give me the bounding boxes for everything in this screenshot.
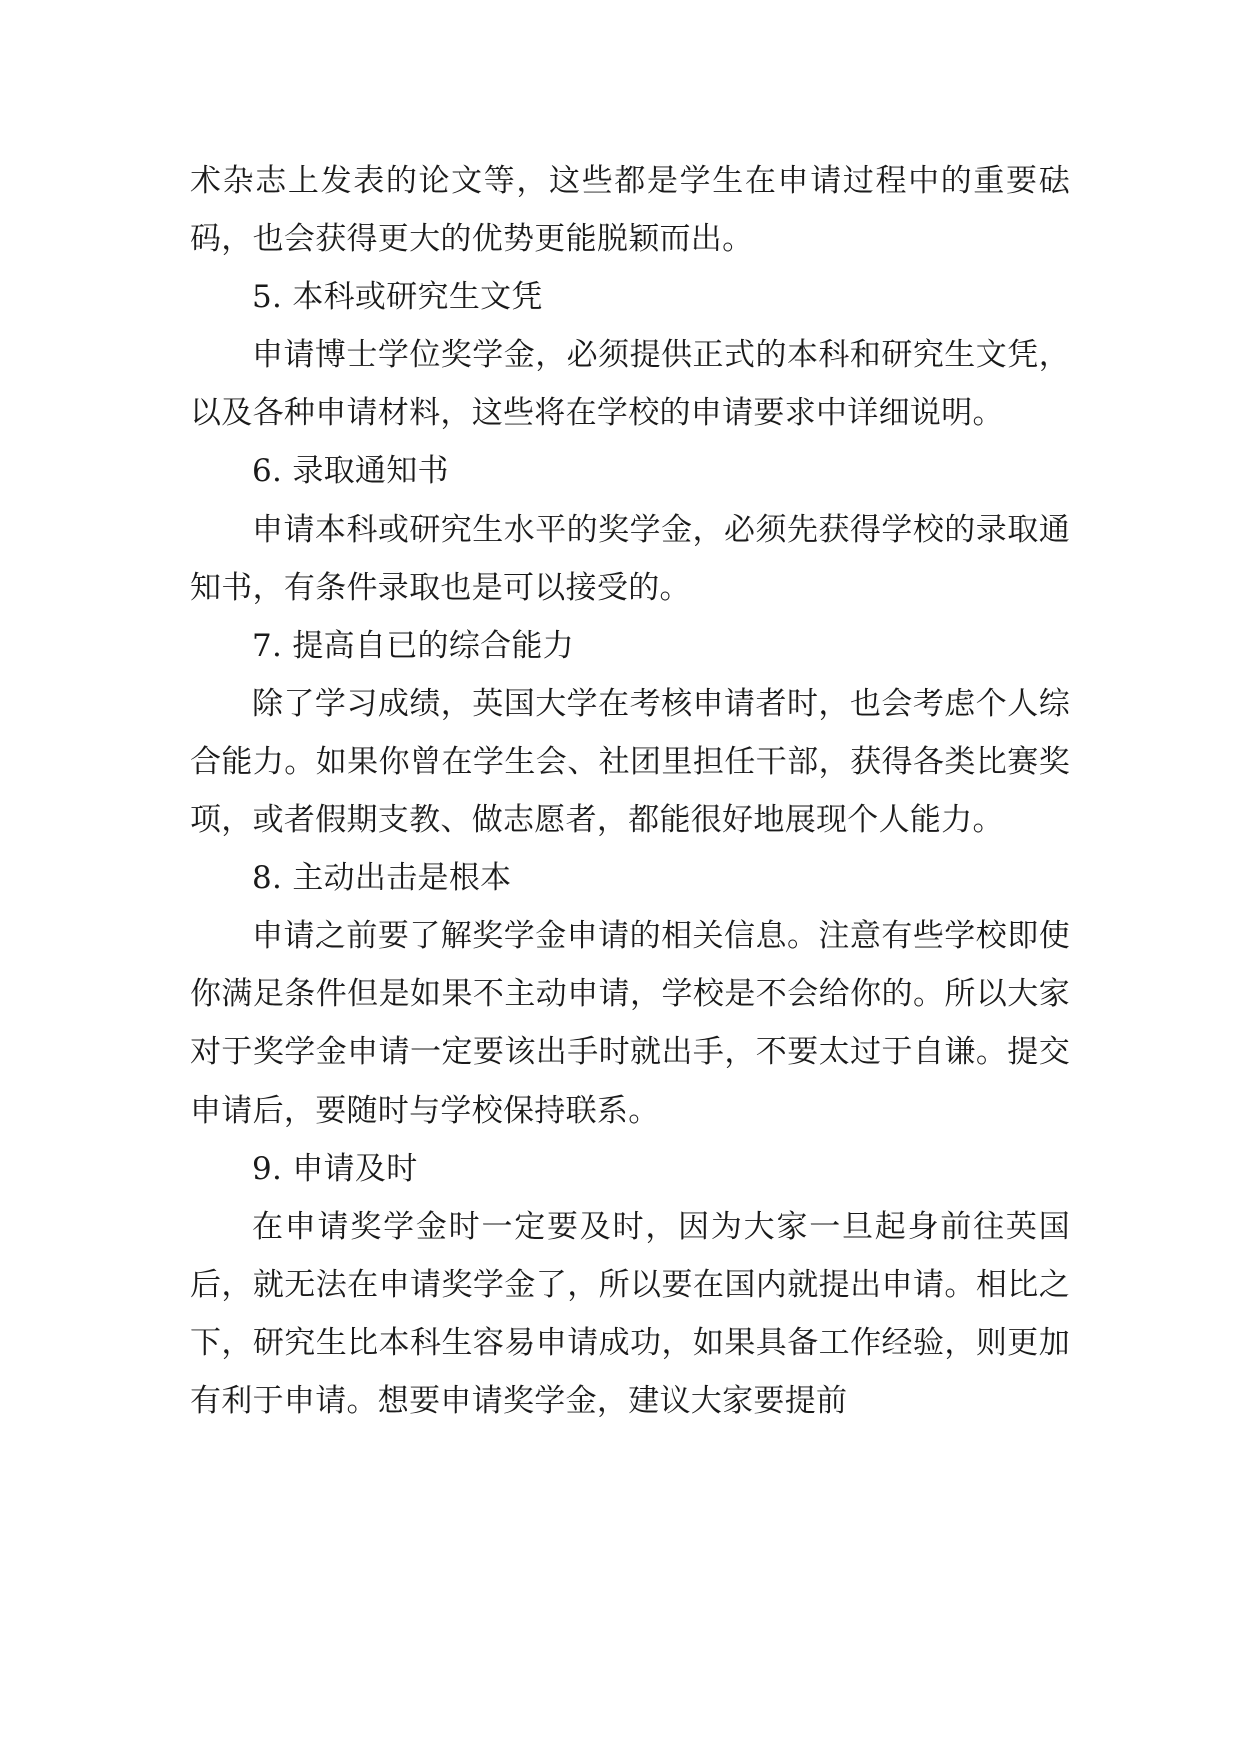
body-paragraph: 术杂志上发表的论文等，这些都是学生在申请过程中的重要砝码，也会获得更大的优势更能脱颖而出。: [190, 163, 1070, 258]
document-body: [190, 152, 1070, 1430]
body-paragraph: 申请本科或研究生水平的奖学金，必须先获得学校的录取通知书，有条件录取也是可以接受的。: [190, 511, 1070, 606]
section-heading-6: 6. 录取通知书: [252, 453, 449, 490]
body-paragraph: 申请博士学位奖学金，必须提供正式的本科和研究生文凭，以及各种申请材料，这些将在学校的申请要求中详细说明。: [190, 337, 1070, 432]
body-paragraph: 在申请奖学金时一定要及时，因为大家一旦起身前往英国后，就无法在申请奖学金了，所以要在国内就提出申请。相比之下，研究生比本科生容易申请成功，如果具备工作经验，则更加有利于申请。想要申请奖学金，建议大家要提前: [190, 1208, 1070, 1419]
section-heading-8: 8. 主动出击是根本: [252, 860, 512, 897]
section-heading-9: 9. 申请及时: [252, 1150, 418, 1187]
body-paragraph: 除了学习成绩，英国大学在考核申请者时，也会考虑个人综合能力。如果你曾在学生会、社团里担任干部，获得各类比赛奖项，或者假期支教、做志愿者，都能很好地展现个人能力。: [190, 685, 1070, 839]
section-heading-7: 7. 提高自已的综合能力: [252, 627, 575, 664]
section-heading-5: 5. 本科或研究生文凭: [252, 279, 543, 316]
body-paragraph: 申请之前要了解奖学金申请的相关信息。注意有些学校即使你满足条件但是如果不主动申请，学校是不会给你的。所以大家对于奖学金申请一定要该出手时就出手，不要太过于自谦。提交申请后，要随时与学校保持联系。: [190, 918, 1070, 1129]
